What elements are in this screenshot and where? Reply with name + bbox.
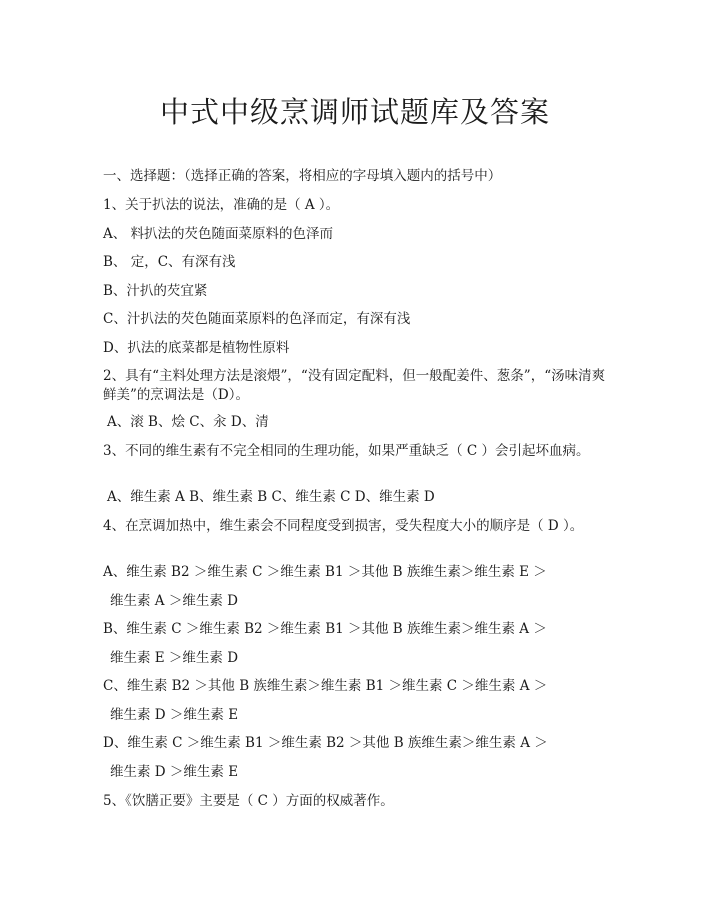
option-line: C、维生素 B2 ＞其他 B 族维生素＞维生素 B1 ＞维生素 C ＞维生素 A ＞ [103,678,548,694]
question-1: 1、关于扒法的说法，准确的是（ A ）。 [103,197,340,213]
option-line: B、汁扒的芡宜紧 [103,283,208,299]
option-line: A、滚 B、烩 C、汆 D、清 [107,414,269,430]
question-2: 2、具有“主料处理方法是滚煨”，“没有固定配料，但一般配姜件、葱条”，“汤味清爽鲜美”的烹调法是（D）。 [103,368,606,403]
option-line-continued: 维生素 D ＞维生素 E [110,764,239,780]
option-line: D、维生素 C ＞维生素 B1 ＞维生素 B2 ＞其他 B 族维生素＞维生素 A ＞ [103,735,548,751]
option-line: B、 定，C、有深有浅 [103,254,236,270]
option-line: A、维生素 B2 ＞维生素 C ＞维生素 B1 ＞其他 B 族维生素＞维生素 E ＞ [103,564,547,580]
option-line: D、扒法的底菜都是植物性原料 [103,340,290,356]
option-line: A、维生素 A B、维生素 B C、维生素 C D、维生素 D [107,489,435,505]
option-line: B、维生素 C ＞维生素 B2 ＞维生素 B1 ＞其他 B 族维生素＞维生素 A ＞ [103,621,547,637]
question-3: 3、不同的维生素有不完全相同的生理功能，如果严重缺乏（ C ）会引起坏血病。 [103,443,590,459]
question-4: 4、在烹调加热中，维生素会不同程度受到损害，受失程度大小的顺序是（ D ）。 [103,518,584,534]
option-line: A、 料扒法的芡色随面菜原料的色泽而 [103,226,334,242]
document-title: 中式中级烹调师试题库及答案 [159,95,550,129]
question-5: 5、《饮膳正要》主要是（ C ）方面的权威著作。 [103,793,394,809]
option-line-continued: 维生素 D ＞维生素 E [110,707,239,723]
option-line-continued: 维生素 E ＞维生素 D [110,650,239,666]
option-line-continued: 维生素 A ＞维生素 D [110,593,238,609]
section-header: 一、选择题：（选择正确的答案，将相应的字母填入题内的括号中） [103,168,502,184]
option-line: C、汁扒法的芡色随面菜原料的色泽而定，有深有浅 [103,311,411,327]
